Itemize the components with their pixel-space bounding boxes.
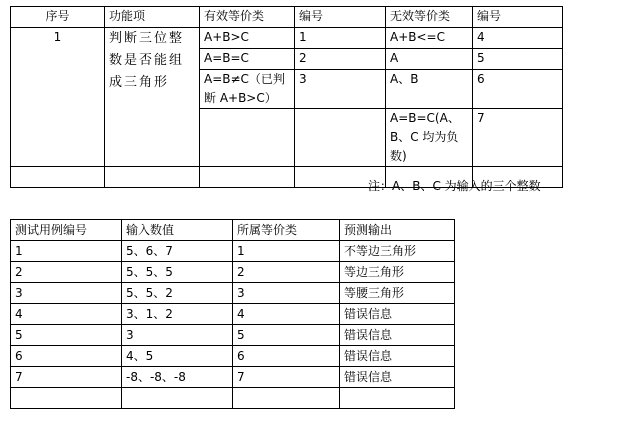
expected-output-cell: 错误信息 <box>340 325 455 346</box>
header-invalid-class: 无效等价类 <box>386 7 473 28</box>
table-row <box>11 346 455 367</box>
seq-cell: 1 <box>11 28 105 167</box>
test-case-no-cell: 3 <box>11 283 122 304</box>
test-case-no-cell: 2 <box>11 262 122 283</box>
equivalence-class-cell: 2 <box>233 262 340 283</box>
input-values-cell: 5、5、2 <box>122 283 233 304</box>
test-case-no-cell: 1 <box>11 241 122 262</box>
table-row-blank <box>11 388 455 409</box>
table-row <box>11 283 455 304</box>
valid-no-cell: 1 <box>295 28 386 49</box>
header-valid-class: 有效等价类 <box>200 7 295 28</box>
valid-class-cell: A=B=C <box>200 49 295 70</box>
blank-cell <box>11 167 105 188</box>
input-values-cell: 3、1、2 <box>122 304 233 325</box>
test-case-table <box>10 219 455 409</box>
expected-output-cell: 错误信息 <box>340 346 455 367</box>
invalid-class-cell: A、B <box>386 70 473 109</box>
blank-cell <box>11 388 122 409</box>
blank-cell <box>233 388 340 409</box>
equivalence-class-cell: 4 <box>233 304 340 325</box>
test-case-no-cell: 7 <box>11 367 122 388</box>
header-expected-output: 预测输出 <box>340 220 455 241</box>
expected-output-cell: 等边三角形 <box>340 262 455 283</box>
valid-class-cell: A=B≠C（已判断 A+B>C） <box>200 70 295 109</box>
table-row <box>11 28 563 49</box>
header-equivalence-class: 所属等价类 <box>233 220 340 241</box>
valid-no-cell: 2 <box>295 49 386 70</box>
invalid-class-cell: A+B<=C <box>386 28 473 49</box>
header-input-values: 输入数值 <box>122 220 233 241</box>
blank-cell <box>105 167 200 188</box>
header-valid-no: 编号 <box>295 7 386 28</box>
blank-cell <box>122 388 233 409</box>
equivalence-class-table <box>10 6 563 188</box>
test-case-no-cell: 4 <box>11 304 122 325</box>
invalid-no-cell: 5 <box>473 49 563 70</box>
equivalence-class-cell: 6 <box>233 346 340 367</box>
equivalence-class-cell: 7 <box>233 367 340 388</box>
valid-no-cell <box>295 109 386 167</box>
test-case-no-cell: 5 <box>11 325 122 346</box>
header-function-item: 功能项 <box>105 7 200 28</box>
test-case-no-cell: 6 <box>11 346 122 367</box>
table-row <box>11 304 455 325</box>
equivalence-class-cell: 5 <box>233 325 340 346</box>
header-invalid-no: 编号 <box>473 7 563 28</box>
invalid-class-cell: A <box>386 49 473 70</box>
table-row <box>11 262 455 283</box>
expected-output-cell: 等腰三角形 <box>340 283 455 304</box>
valid-no-cell: 3 <box>295 70 386 109</box>
valid-class-cell: A+B>C <box>200 28 295 49</box>
invalid-no-cell: 6 <box>473 70 563 109</box>
equivalence-class-cell: 1 <box>233 241 340 262</box>
invalid-class-cell: A=B=C(A、B、C 均为负数) <box>386 109 473 167</box>
valid-class-cell <box>200 109 295 167</box>
function-item-cell: 判断三位整数是否能组成三角形 <box>105 28 200 167</box>
equivalence-class-cell: 3 <box>233 283 340 304</box>
table-row <box>11 367 455 388</box>
blank-cell <box>200 167 295 188</box>
header-seq: 序号 <box>11 7 105 28</box>
table-row <box>11 325 455 346</box>
input-values-cell: 3 <box>122 325 233 346</box>
invalid-no-cell: 4 <box>473 28 563 49</box>
input-values-cell: -8、-8、-8 <box>122 367 233 388</box>
expected-output-cell: 不等边三角形 <box>340 241 455 262</box>
table-header-row <box>11 7 563 28</box>
input-values-cell: 5、6、7 <box>122 241 233 262</box>
table-row <box>11 241 455 262</box>
expected-output-cell: 错误信息 <box>340 367 455 388</box>
input-values-cell: 5、5、5 <box>122 262 233 283</box>
invalid-no-cell: 7 <box>473 109 563 167</box>
table-note: 注：A、B、C 为输入的三个整数 <box>368 179 541 193</box>
table-header-row <box>11 220 455 241</box>
header-test-case-no: 测试用例编号 <box>11 220 122 241</box>
blank-cell <box>340 388 455 409</box>
input-values-cell: 4、5 <box>122 346 233 367</box>
expected-output-cell: 错误信息 <box>340 304 455 325</box>
